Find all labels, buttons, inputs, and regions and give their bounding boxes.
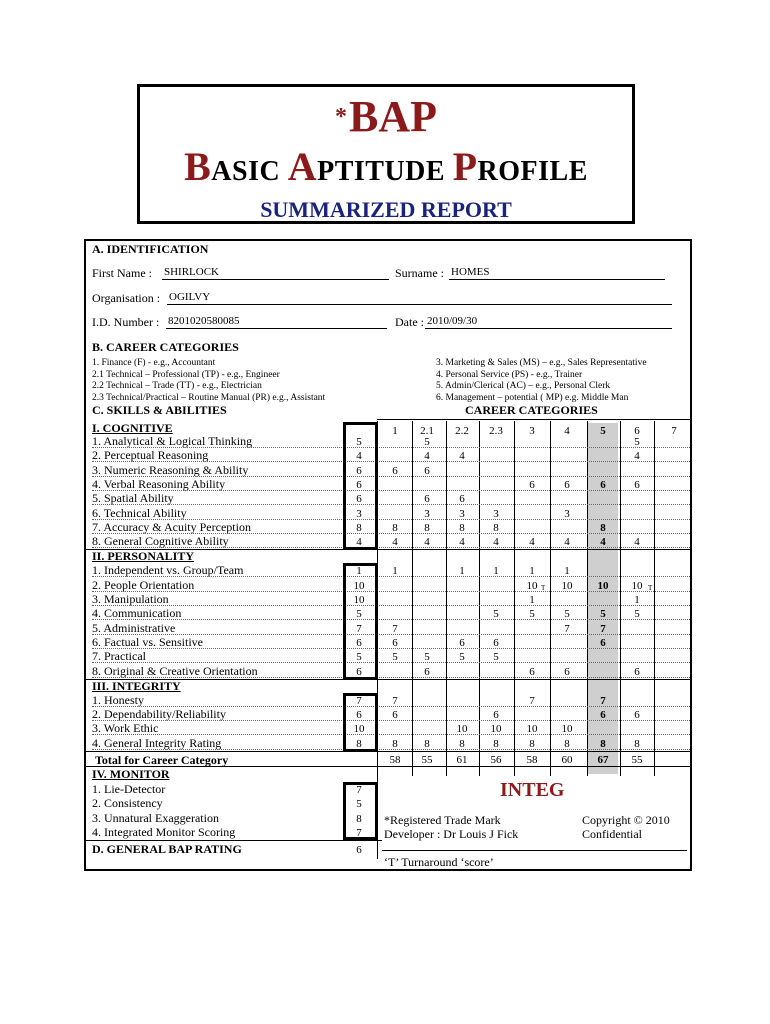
- category-score: 4: [529, 536, 535, 549]
- score-box: [343, 693, 378, 752]
- category-score: 1: [459, 565, 465, 578]
- skill-score: 10: [353, 579, 365, 592]
- category-score: 8: [424, 521, 430, 534]
- monitor-score-box: [343, 782, 378, 840]
- section-title: I. COGNITIVE: [92, 421, 173, 435]
- general-rating-score: 6: [356, 844, 362, 857]
- organisation-field[interactable]: OGILVY: [167, 291, 672, 305]
- skill-label: 2. Dependability/Reliability: [92, 707, 226, 722]
- first-name-label: First Name :: [92, 266, 152, 280]
- category-score: 4: [600, 536, 606, 549]
- category-score: 6: [600, 709, 606, 722]
- title-box: [137, 84, 635, 224]
- category-score: 8: [424, 737, 430, 750]
- monitor-label: 2. Consistency: [92, 796, 163, 811]
- category-score: 5: [459, 651, 465, 664]
- skill-score: 5: [356, 436, 362, 448]
- grid-divider: [587, 421, 588, 776]
- category-score: 5: [564, 608, 570, 621]
- category-score: 10: [597, 579, 609, 592]
- totals-rule: [86, 766, 690, 767]
- section-title: IV. MONITOR: [92, 767, 170, 781]
- category-total: 58: [389, 754, 401, 766]
- turnaround-note: ‘T’ Turnaround ‘score’: [384, 855, 494, 869]
- skill-label: 5. Spatial Ability: [92, 491, 174, 506]
- skill-score: 6: [356, 478, 362, 491]
- title-word-rest: ROFILE: [477, 156, 588, 187]
- category-score: 1: [529, 565, 535, 578]
- category-score: 7: [600, 622, 606, 635]
- skill-label: 1. Analytical & Logical Thinking: [92, 434, 253, 448]
- skill-label: 1. Independent vs. Group/Team: [92, 563, 244, 578]
- category-score: 8: [493, 521, 499, 534]
- category-score: 6: [600, 478, 606, 491]
- skill-label: 2. Perceptual Reasoning: [92, 448, 209, 463]
- integ-label: INTEG: [500, 779, 565, 801]
- title-word-rest: ASIC: [211, 156, 288, 187]
- skill-score: 7: [356, 622, 362, 635]
- category-score: 5: [392, 651, 398, 664]
- category-score: 1: [529, 594, 535, 606]
- column-header: 2.1: [420, 425, 434, 437]
- turnaround-marker: T: [541, 583, 546, 592]
- skill-score: 7: [356, 694, 362, 707]
- monitor-score: 7: [356, 826, 362, 839]
- column-header: 5: [600, 425, 606, 437]
- category-score: 6: [424, 493, 430, 506]
- developer-note: Developer : Dr Louis J Fick: [384, 827, 519, 841]
- category-score: 7: [564, 622, 570, 635]
- skill-score: 1: [356, 565, 362, 578]
- grid-divider: [479, 421, 480, 776]
- category-score: 5: [600, 608, 606, 621]
- skill-label: 6. Factual vs. Sensitive: [92, 634, 203, 649]
- section-title: III. INTEGRITY: [92, 678, 181, 693]
- category-score: 6: [600, 636, 606, 649]
- category-score: 7: [600, 694, 606, 707]
- skill-label: 7. Practical: [92, 649, 146, 664]
- category-score: 7: [392, 694, 398, 707]
- confidential-note: Confidential: [582, 827, 642, 841]
- category-score: 8: [459, 521, 465, 534]
- category-score: 7: [529, 694, 535, 707]
- career-category-item: 6. Management – potential ( MP) e.g. Middle Man: [436, 392, 629, 403]
- category-total: 61: [456, 754, 468, 766]
- category-score: 6: [459, 493, 465, 506]
- skill-score: 4: [356, 450, 362, 463]
- category-score: 6: [634, 665, 640, 678]
- monitor-divider: [377, 766, 378, 859]
- monitor-score: 7: [356, 784, 362, 796]
- category-score: 10: [526, 723, 538, 736]
- category-total: 56: [490, 754, 502, 766]
- title-initial: P: [452, 144, 478, 189]
- category-score: 8: [529, 737, 535, 750]
- row-rule: [92, 605, 690, 606]
- category-score: 6: [529, 478, 535, 491]
- title-word-rest: PTITUDE: [317, 156, 453, 187]
- copyright-note: Copyright © 2010: [582, 813, 670, 827]
- trademark-star: *: [335, 104, 347, 130]
- row-rule: [92, 677, 690, 678]
- organisation-label: Organisation :: [92, 291, 161, 305]
- career-category-item: 2.1 Technical – Professional (TP) - e.g., Engineer: [92, 369, 280, 380]
- category-score: 3: [459, 507, 465, 520]
- grid-divider: [514, 421, 515, 776]
- category-score: 6: [529, 665, 535, 678]
- category-score: 8: [634, 737, 640, 750]
- skill-label: 5. Administrative: [92, 620, 176, 635]
- category-score: 6: [459, 636, 465, 649]
- skills-heading: C. SKILLS & ABILITIES: [92, 403, 227, 417]
- column-header: 6: [634, 425, 640, 437]
- category-score: 8: [392, 521, 398, 534]
- identification-heading: A. IDENTIFICATION: [92, 242, 209, 256]
- career-category-item: 1. Finance (F) - e.g., Accountant: [92, 358, 216, 368]
- column-header: 2.3: [489, 425, 503, 437]
- category-total: 58: [526, 754, 538, 766]
- category-score: 4: [493, 536, 499, 549]
- date-label: Date :: [395, 315, 424, 329]
- column-header: 2.2: [455, 425, 469, 437]
- category-score: 3: [424, 507, 430, 520]
- category-score: 6: [392, 636, 398, 649]
- category-total: 60: [561, 754, 573, 766]
- category-score: 3: [564, 507, 570, 520]
- skill-label: 2. People Orientation: [92, 577, 195, 592]
- category-score: 10: [631, 579, 643, 592]
- category-score: 4: [459, 536, 465, 549]
- skill-score: 5: [356, 651, 362, 664]
- turnaround-marker: T: [648, 583, 653, 592]
- category-score: 10: [561, 579, 573, 592]
- skill-score: 3: [356, 507, 362, 520]
- career-categories-columns-heading: CAREER CATEGORIES: [465, 403, 598, 417]
- career-category-item: 2.2 Technical – Trade (TT) - e.g., Electrician: [92, 381, 262, 391]
- category-score: 5: [493, 608, 499, 621]
- skill-label: 3. Numeric Reasoning & Ability: [92, 462, 249, 477]
- skill-label: 7. Accuracy & Acuity Perception: [92, 519, 251, 534]
- date-field[interactable]: 2010/09/30: [425, 315, 672, 329]
- skill-label: 3. Work Ethic: [92, 721, 159, 736]
- category-score: 6: [493, 636, 499, 649]
- skill-score: 6: [356, 665, 362, 678]
- category-score: 10: [456, 723, 468, 736]
- career-category-item: 2.3 Technical/Practical – Routine Manual (PR) e.g., Assistant: [92, 392, 326, 403]
- category-score: 8: [600, 521, 606, 534]
- skill-score: 10: [353, 723, 365, 736]
- category-score: 4: [634, 450, 640, 463]
- skill-score: 6: [356, 709, 362, 722]
- category-score: 6: [392, 709, 398, 722]
- id-number-field[interactable]: 8201020580085: [166, 315, 387, 329]
- category-score: 10: [490, 723, 502, 736]
- category-total: 55: [421, 754, 433, 766]
- category-score: 6: [424, 665, 430, 678]
- category-score: 5: [529, 608, 535, 621]
- skill-score: 4: [356, 536, 362, 549]
- category-score: 5: [424, 651, 430, 664]
- surname-field[interactable]: HOMES: [449, 266, 665, 280]
- grid-divider: [620, 421, 621, 776]
- report-subtitle: SUMMARIZED REPORT: [260, 197, 512, 222]
- category-score: 4: [392, 536, 398, 549]
- skill-score: 6: [356, 636, 362, 649]
- category-score: 1: [392, 565, 398, 578]
- category-score: 5: [634, 608, 640, 621]
- category-score: 4: [634, 536, 640, 549]
- grid-rule: [377, 419, 690, 420]
- category-score: 4: [424, 450, 430, 463]
- monitor-score: 5: [356, 798, 362, 811]
- section-rule: [86, 751, 690, 752]
- grid-divider: [550, 421, 551, 776]
- surname-label: Surname :: [395, 266, 444, 280]
- category-score: 1: [493, 565, 499, 578]
- bap-acronym: [140, 92, 632, 141]
- category-score: 5: [493, 651, 499, 664]
- skill-score: 6: [356, 464, 362, 477]
- score-box: [343, 563, 378, 679]
- footer-rule: [382, 850, 687, 851]
- category-score: 8: [392, 737, 398, 750]
- general-rating-label: D. GENERAL BAP RATING: [92, 842, 242, 857]
- category-score: 8: [600, 737, 606, 750]
- trademark-note: *Registered Trade Mark: [384, 813, 501, 827]
- career-category-item: 4. Personal Service (PS) - e.g., Trainer: [436, 369, 583, 380]
- total-label: Total for Career Category: [95, 753, 229, 767]
- category-score: 6: [634, 709, 640, 722]
- first-name-field[interactable]: SHIRLOCK: [162, 266, 389, 280]
- category-score: 6: [493, 709, 499, 722]
- title-initial: A: [287, 144, 318, 189]
- category-score: 10: [526, 579, 538, 592]
- category-score: 6: [424, 464, 430, 477]
- career-categories-heading: B. CAREER CATEGORIES: [92, 340, 239, 354]
- column-header: 4: [564, 425, 570, 437]
- category-score: 8: [493, 737, 499, 750]
- title-initial: B: [184, 144, 212, 189]
- category-score: 10: [561, 723, 573, 736]
- monitor-label: 4. Integrated Monitor Scoring: [92, 824, 236, 839]
- category-score: 3: [493, 507, 499, 520]
- category-total: 67: [597, 754, 609, 766]
- category-score: 5: [424, 436, 430, 448]
- category-score: 4: [424, 536, 430, 549]
- category-score: 7: [392, 622, 398, 635]
- career-category-item: 5. Admin/Clerical (AC) – e.g., Personal Clerk: [436, 381, 611, 391]
- category-score: 4: [564, 536, 570, 549]
- category-score: 5: [634, 436, 640, 448]
- skill-label: 6. Technical Ability: [92, 505, 187, 520]
- profile-name: [140, 144, 632, 189]
- column-header: 1: [392, 425, 398, 437]
- category-score: 8: [564, 737, 570, 750]
- category-score: 1: [564, 565, 570, 578]
- column-header: 7: [671, 425, 677, 437]
- skill-score: 6: [356, 493, 362, 506]
- monitor-label: 3. Unnatural Exaggeration: [92, 810, 219, 825]
- column-header: 3: [529, 425, 535, 437]
- skill-score: 5: [356, 608, 362, 621]
- skill-label: 4. Communication: [92, 606, 182, 621]
- category-score: 1: [634, 594, 640, 606]
- section-title: II. PERSONALITY: [92, 549, 195, 564]
- skill-label: 8. General Cognitive Ability: [92, 534, 229, 549]
- acronym-text: BAP: [349, 92, 437, 141]
- score-box: [343, 422, 378, 550]
- monitor-label: 1. Lie-Detector: [92, 782, 166, 796]
- skill-score: 10: [353, 594, 365, 606]
- category-score: 6: [392, 464, 398, 477]
- skill-label: 1. Honesty: [92, 692, 144, 707]
- skill-score: 8: [356, 521, 362, 534]
- category-score: 8: [459, 737, 465, 750]
- category-total: 55: [631, 754, 643, 766]
- monitor-rule: [86, 840, 382, 841]
- category-score: 6: [634, 478, 640, 491]
- skill-label: 8. Original & Creative Orientation: [92, 663, 258, 678]
- skill-label: 4. General Integrity Rating: [92, 735, 222, 750]
- monitor-score: 8: [356, 812, 362, 825]
- skill-label: 4. Verbal Reasoning Ability: [92, 476, 226, 491]
- category-score: 6: [564, 665, 570, 678]
- category-score: 4: [459, 450, 465, 463]
- id-number-label: I.D. Number :: [92, 315, 160, 329]
- career-category-item: 3. Marketing & Sales (MS) – e.g., Sales Representative: [436, 358, 647, 368]
- grid-divider: [654, 421, 655, 776]
- skill-score: 8: [356, 737, 362, 750]
- category-score: 6: [564, 478, 570, 491]
- skill-label: 3. Manipulation: [92, 592, 169, 606]
